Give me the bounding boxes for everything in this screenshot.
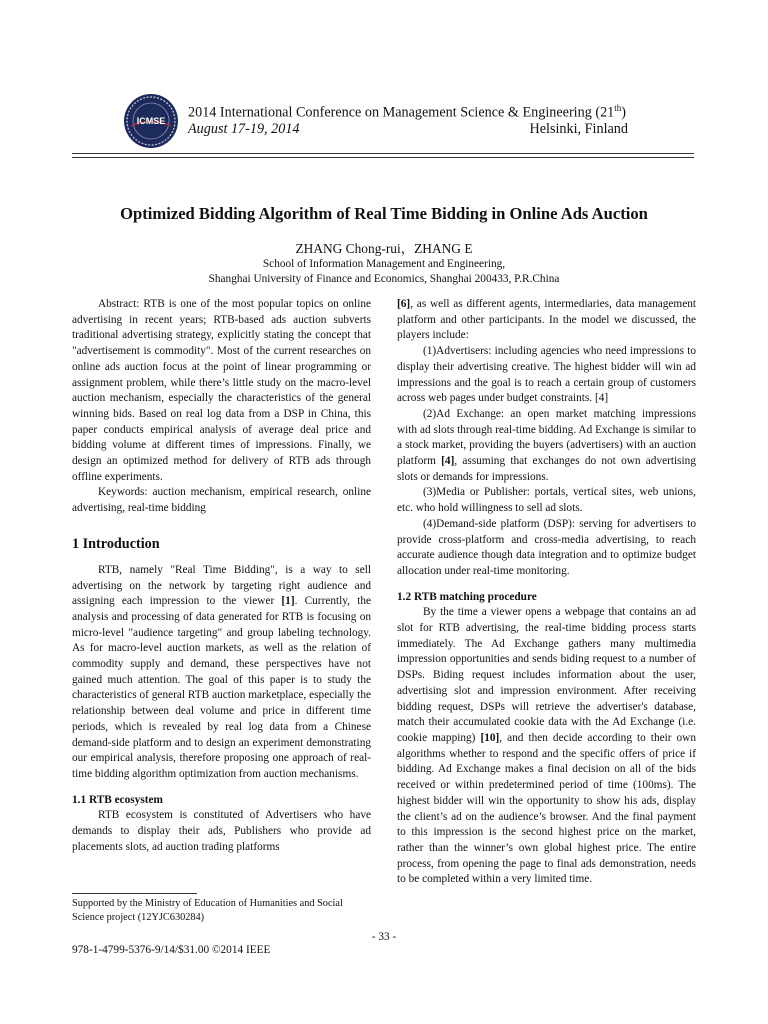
conference-location: Helsinki, Finland [529,121,628,137]
paper-authors: ZHANG Chong-rui，ZHANG E [295,241,473,256]
conference-header [123,93,628,153]
right-column [397,297,696,888]
paper-title: Optimized Bidding Algorithm of Real Time Bidding in Online Ads Auction [120,204,648,223]
player-item-advertisers: (1)Advertisers: including agencies who need impressions to display their advertising creative. The highest bidder will win ad impressions and the goal is to reach a certain group of customers across web pages under budget constraints. [4] [397,345,696,405]
footnote-rule [72,893,197,894]
conference-logo [123,93,179,149]
ecosystem-paragraph: RTB ecosystem is constituted of Advertisers who have demands to display their ads, Publishers who provide ad placements slots, ad auction trading platforms [72,809,371,853]
player-item-publisher: (3)Media or Publisher: portals, vertical sites, web unions, etc. who hold willingness to sell ad slots. [397,486,696,515]
player-item-dsp: (4)Demand-side platform (DSP): serving for advertisers to provide cross-platform and cross-media advertising, to reach accurate audience though data integration and to optimize budget allocation under real-time monitoring. [397,517,696,577]
ecosystem-continuation: [6], as well as different agents, intermediaries, data management platform and other participants. In the model we discussed, the players include: [397,298,696,342]
player-item-ad-exchange: (2)Ad Exchange: an open market matching impressions with ad slots through real-time bidding. Ad Exchange is similar to a stock market, providing the buyers (advertisers) with an auction platform [4], assuming that exchanges do not own advertising slots or demands for impressions. [397,407,696,483]
keywords-paragraph: Keywords: auction mechanism, empirical research, online advertising, real-time bidding [72,486,371,515]
left-column [72,297,371,856]
section-heading-rtb-ecosystem: 1.1 RTB ecosystem [72,793,163,806]
header-rule-top [72,153,694,154]
citation-ref: [6] [397,298,411,310]
citation-ref: [4] [441,455,455,468]
conference-dates: August 17-19, 2014 [188,121,300,137]
affiliation-line-1: School of Information Management and Engineering, [262,258,506,270]
section-heading-matching-procedure: 1.2 RTB matching procedure [397,590,537,603]
section-heading-introduction: 1 Introduction [72,535,160,552]
footnote: Supported by the Ministry of Education of Humanities and Social Science project (12YJC630284) [72,898,343,923]
header-rule-bottom [72,157,694,158]
citation-ref: [10] [480,731,500,744]
conference-name: 2014 International Conference on Management Science & Engineering (21th) [188,103,627,121]
isbn-line: 978-1-4799-5376-9/14/$31.00 ©2014 IEEE [72,944,271,956]
abstract-paragraph: Abstract: RTB is one of the most popular topics on online advertising in recent years; RTB-based ads auction subverts traditional advertising strategy, explicitly stating the concept that "advertisement is commodity". Most of the current researches on online ads auction focus at the point of linear programming or assignment problem, while there’s little study on the macro-level auction mechanism, especially the characteristics of the general winning bids. Based on real log data from a DSP in China, this paper conducts empirical analysis of average deal price and bidding volume at different times of impressions. Finally, we design an optimized method for delivery of RTB ads through offline experiments. [72,298,371,483]
affiliation-line-2: Shanghai University of Finance and Economics, Shanghai 200433, P.R.China [208,273,560,285]
svg-text:ICMSE: ICMSE [136,116,166,126]
citation-ref: [1] [281,595,295,608]
introduction-paragraph: RTB, namely "Real Time Bidding", is a way to sell advertising on the network by targeting right audience and assigning each impression to the viewer [1]. Currently, the analysis and processing of data generated for RTB is focusing on micro-level "audience targeting" and group labeling technology. As for macro-level auction markets, as well as the relation of commodity supply and demand, these perspectives have not gained much attention. The goal of this paper is to study the characteristics of general RTB auction marketplace, especially the relationship between deal volume and price in different time periods, which is revealed by real log data from a Chinese demand-side platform and to design an experiment demonstrating our empirical analysis, therefore proposing one approach of real-time bidding algorithm optimization from auction mechanisms. [72,563,371,780]
matching-procedure-paragraph: By the time a viewer opens a webpage that contains an ad slot for RTB advertising, the real-time bidding process starts immediately. The Ad Exchange gathers many multimedia impression opportunities and sends biding request to a number of DSPs. Biding request includes information about the user, advertising slot and impression environment. After receiving bidding request, DSPs will retrieve the advertiser's database, match their accumulated cookie data with the Ad Exchange (i.e. cookie mapping) [10], and then decide according to their own algorithms whether to respond and the specific offers of price if bidding. Ad Exchange makes a final decision on all of the bids received or within predetermined period of time (100ms). The highest bidder will win the opportunity to show his ads, display the client’s ad on the audience’s browser. And the final payment to this impression is the second highest price on the market, rather than the winner’s own global highest price. The entire process, from opening the page to final ads demonstration, needs to be completed within a very limited time. [397,606,696,886]
page-number: - 33 - [371,931,397,943]
